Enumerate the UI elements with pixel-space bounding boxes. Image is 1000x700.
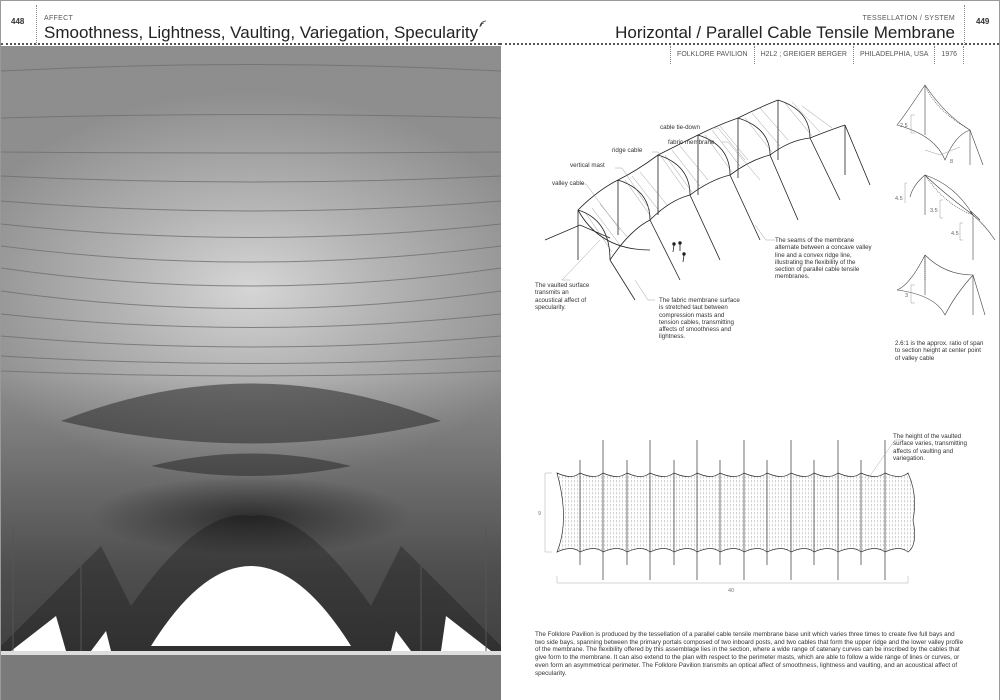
plan-width-dim: 40: [728, 588, 735, 594]
project-meta: [670, 46, 964, 66]
label-cable-tie-down: cable tie-down: [660, 124, 700, 131]
human-figures-icon: [673, 242, 686, 262]
dim-unit2-left: 4.5: [895, 196, 903, 202]
meta-location: PHILADELPHIA, USA: [853, 46, 934, 64]
section-kicker-right: TESSELLATION / SYSTEM: [862, 15, 955, 22]
note-vaulted-surface: The vaulted surface transmits an acoustical affect of specularity.: [535, 282, 590, 311]
left-header: [1, 0, 500, 45]
body-paragraph: The Folklore Pavilion is produced by the tessellation of a parallel cable tensile membrane base unit which varies three times to create five full bays and two side bays, spanning between the primary portals composed of two inboard posts, and two cables that form the upper ridge and the lower valley profile of the membrane. The flexibility offered by this assemblage lies in the section, where a wide range of catenary curves can be inscribed by the cables that give form to the membrane. It can also extend to the plan with respect to the perimeter masts, which are able to follow a wide range of lines or curves, or even form an asymmetrical perimeter. The Folklore Pavilion transmits an optical affect of smoothness, lightness and vaulting, and an acoustical affect of specularity.: [535, 631, 964, 677]
page-title-right: Horizontal / Parallel Cable Tensile Membrane: [615, 23, 955, 42]
plan-diagram: [540, 440, 970, 600]
plan-depth-dim: 9: [538, 511, 542, 517]
membrane-photo-render: [1, 46, 501, 700]
dim-unit3-height: 3: [905, 293, 909, 299]
dim-unit2-right: 4.5: [951, 231, 959, 237]
header-divider: [36, 5, 37, 45]
dim-unit2-mid: 3.5: [930, 208, 938, 214]
title-text: Smoothness, Lightness, Vaulting, Variegation, Specularity: [44, 23, 479, 42]
note-fabric-membrane: The fabric membrane surface is stretched taut between compression masts and tension cables, transmitting affects of smoothness and lightness.: [659, 297, 740, 341]
note-ratio: 2.6:1 is the approx. ratio of span to section height at center point of valley cable: [895, 340, 984, 362]
label-fabric-membrane: fabric membrane: [668, 139, 715, 146]
dim-unit1-height: 2.5: [900, 123, 908, 129]
note-seams: The seams of the membrane alternate between a concave valley line and a convex ridge line, illustrating the flexibility of the section of parallel cable tensile membranes.: [775, 237, 872, 281]
dim-unit1-span: 8: [950, 159, 954, 165]
page-title-left: [44, 23, 486, 43]
wave-signal-icon: [479, 20, 487, 28]
membrane-interior-photo: [1, 46, 501, 700]
label-valley-cable: valley cable: [552, 180, 585, 187]
section-kicker: AFFECT: [44, 15, 74, 22]
note-height: The height of the vaulted surface varies, transmitting affects of vaulting and variegation.: [893, 433, 967, 462]
page-number-left: 448: [11, 17, 25, 26]
header-divider-right: [964, 5, 965, 45]
meta-project: FOLKLORE PAVILION: [670, 46, 754, 64]
label-vertical-mast: vertical mast: [570, 162, 605, 169]
unit-variation-diagrams: [895, 75, 995, 335]
meta-year: 1976: [934, 46, 964, 64]
right-header: [500, 0, 999, 45]
label-ridge-cable: ridge cable: [612, 147, 643, 154]
meta-architect: H2L2 ; GREIGER BERGER: [754, 46, 853, 64]
page-number-right: 449: [976, 17, 990, 26]
